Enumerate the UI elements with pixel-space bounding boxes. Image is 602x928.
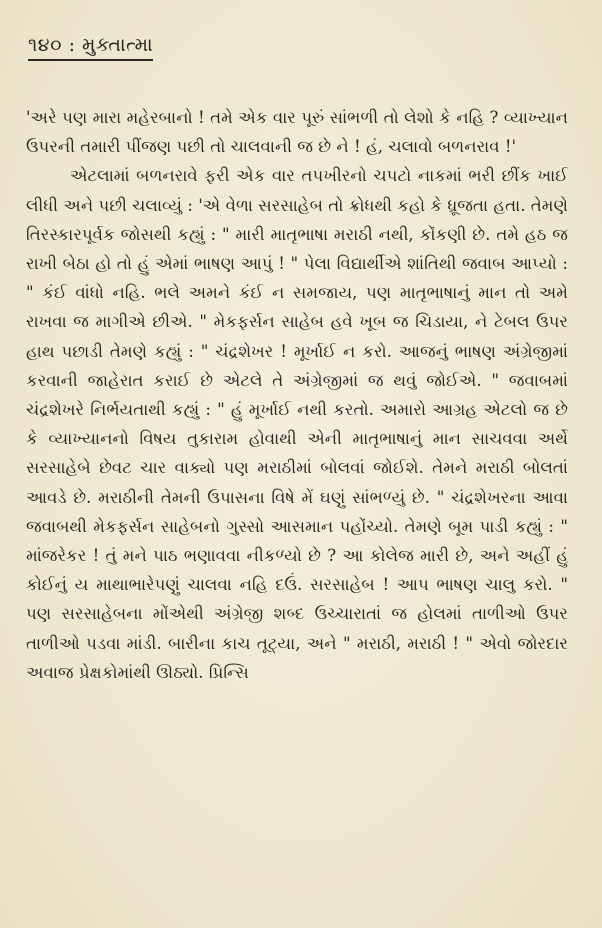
running-head: ૧૪૦ : મુક્તાત્મા xyxy=(28,34,153,61)
body-text xyxy=(26,103,568,687)
paragraph-1: 'અરે પણ મારા મહેરબાનો ! તમે એક વાર પૂરું સાંભળી તો લેશો કે નહિ ? વ્યાખ્યાન ઉપરની તમારી પીંજણ પછી તો ચાલવાની જ છે ને ! હં, ચલાવો બળનરાવ !' xyxy=(26,108,568,157)
paragraph-2: એટલામાં બળનરાવે ફરી એક વાર તપખીરનો ચપટો નાકમાં ભરી છીંક ખાઈ લીધી અને પછી ચલાવ્યું : 'એ વેળા સરસાહેબ તો ક્રોધથી કહો કે ધ્રૂજતા હતા. તેમણે તિરસ્કારપૂર્વક જોસથી કહ્યું : " મારી માતૃભાષા મરાઠી નથી, કોંકણી છે. તમે હઠ જ રાખી બેઠા હો તો હું એમાં ભાષણ આપું ! " પેલા વિદ્યાર્થીએ શાંતિથી જવાબ આપ્યો : " કંઈ વાંધો નહિ. ભલે અમને કંઈ ન સમજાય, પણ માતૃભાષાનું માન તો અમે રાખવા જ માગીએ છીએ. " મેકફર્સન સાહેબ હવે ખૂબ જ ચિડાયા, ને ટેબલ ઉપર હાથ પછાડી તેમણે કહ્યું : " ચંદ્રશેખર ! મૂર્ખાઈ ન કરો. આજનું ભાષણ અંગ્રેજીમાં કરવાની જાહેરાત કરાઈ છે એટલે તે અંગ્રેજીમાં જ થવું જોઈએ. " જવાબમાં ચંદ્રશેખરે નિર્ભયતાથી કહ્યું : " હું મૂર્ખાઈ નથી કરતો. અમારો આગ્રહ એટલો જ છે કે વ્યાખ્યાનનો વિષય તુકારામ હોવાથી એની માતૃભાષાનું માન સાચવવા અર્થે સરસાહેબે છેવટ ચાર વાક્યો પણ મરાઠીમાં બોલવાં જોઈશે. તેમને મરાઠી બોલતાં આવડે છે. મરાઠીની તેમની ઉપાસના વિષે મેં ઘણું સાંભળ્યું છે. " ચંદ્રશેખરના આવા જવાબથી મેકફર્સન સાહેબનો ગુસ્સો આસમાન પહોંચ્યો. તેમણે બૂમ પાડી કહ્યું : " માંજરેકર ! તું મને પાઠ ભણાવવા નીકળ્યો છે ? આ કોલેજ મારી છે, અને અહીં હું કોઈનું ય માથાભારેપણું ચાલવા નહિ દઉં. સરસાહેબ ! આપ ભાષણ ચાલુ કરો. " પણ સરસાહેબના મોંએથી અંગ્રેજી શબ્દ ઉચ્ચારાતાં જ હોલમાં તાળીઓ ઉપર તાળીઓ પડવા માંડી. બારીના કાચ તૂટ્યા, અને " મરાઠી, મરાઠી ! " એવો જોરદાર અવાજ પ્રેક્ષકોમાંથી ઊઠ્યો. પ્રિન્સિ xyxy=(26,166,568,682)
